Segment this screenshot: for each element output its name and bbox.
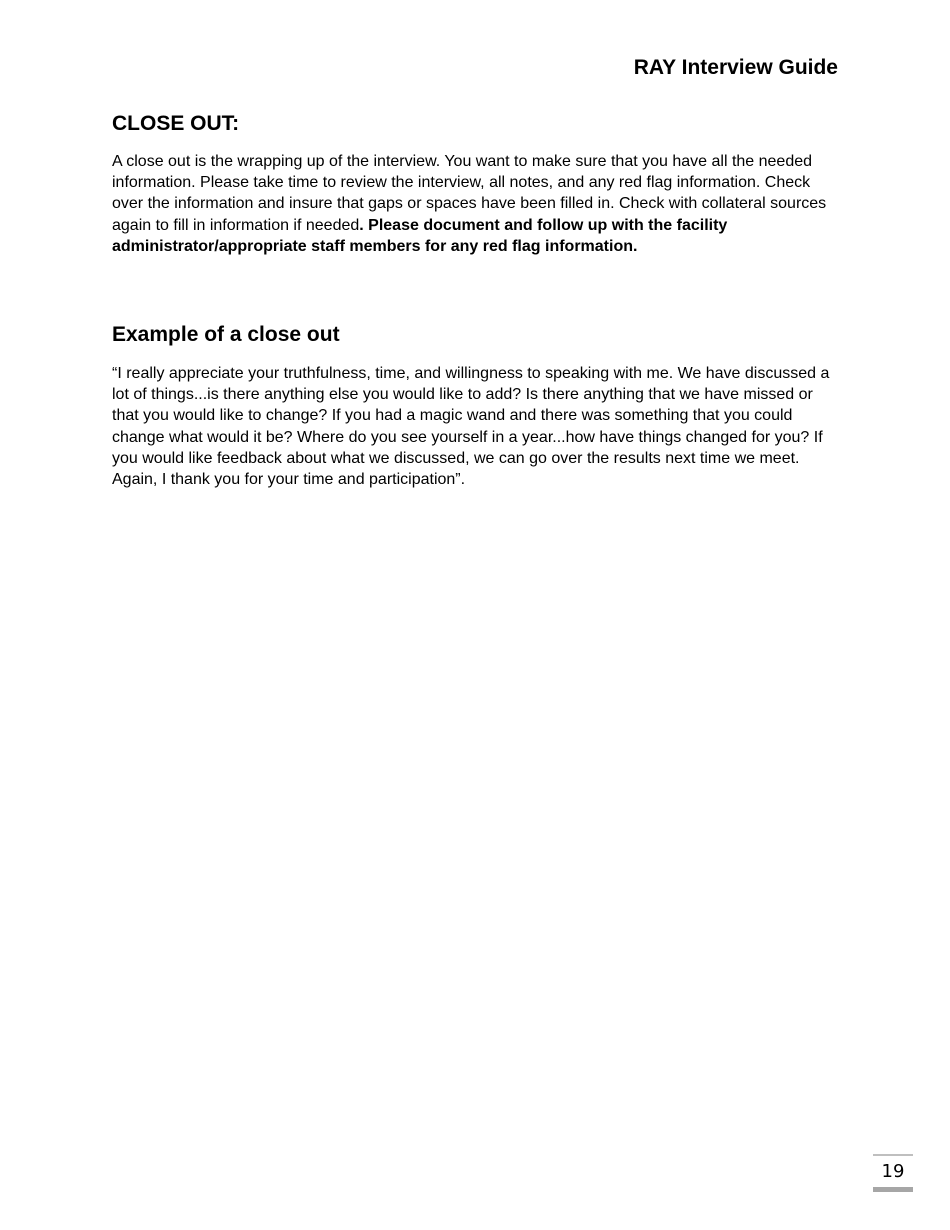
example-heading: Example of a close out <box>112 323 340 346</box>
page-number-bottom-rule <box>873 1187 913 1192</box>
close-out-paragraph <box>112 151 840 257</box>
example-paragraph: “I really appreciate your truthfulness, time, and willingness to speaking with me. We have discussed a lot of things...is there anything else you would like to add? Is there anything that we have missed or that you would like to change? If you had a magic wand and there was something that you could change what would it be? Where do you see yourself in a year...how have things changed for you? If you would like feedback about what we discussed, we can go over the results next time we meet. Again, I thank you for your time and participation”. <box>112 365 830 489</box>
close-out-emphasis-text: . Please document and follow up with the facility administrator/appropriate staff members for any red flag information. <box>112 216 728 255</box>
close-out-text: A close out is the wrapping up of the interview. You want to make sure that you have all the needed information. Please take time to review the interview, all notes, and any red flag information. Check over the information and insure that gaps or spaces have been filled in. Check with collateral sources again to fill in information if needed <box>112 153 827 234</box>
page-number-top-rule <box>873 1154 913 1156</box>
close-out-heading: CLOSE OUT: <box>112 112 240 135</box>
document-header-title: RAY Interview Guide <box>633 56 838 79</box>
page-number: 19 <box>881 1161 905 1182</box>
page-number-box <box>873 1154 913 1192</box>
